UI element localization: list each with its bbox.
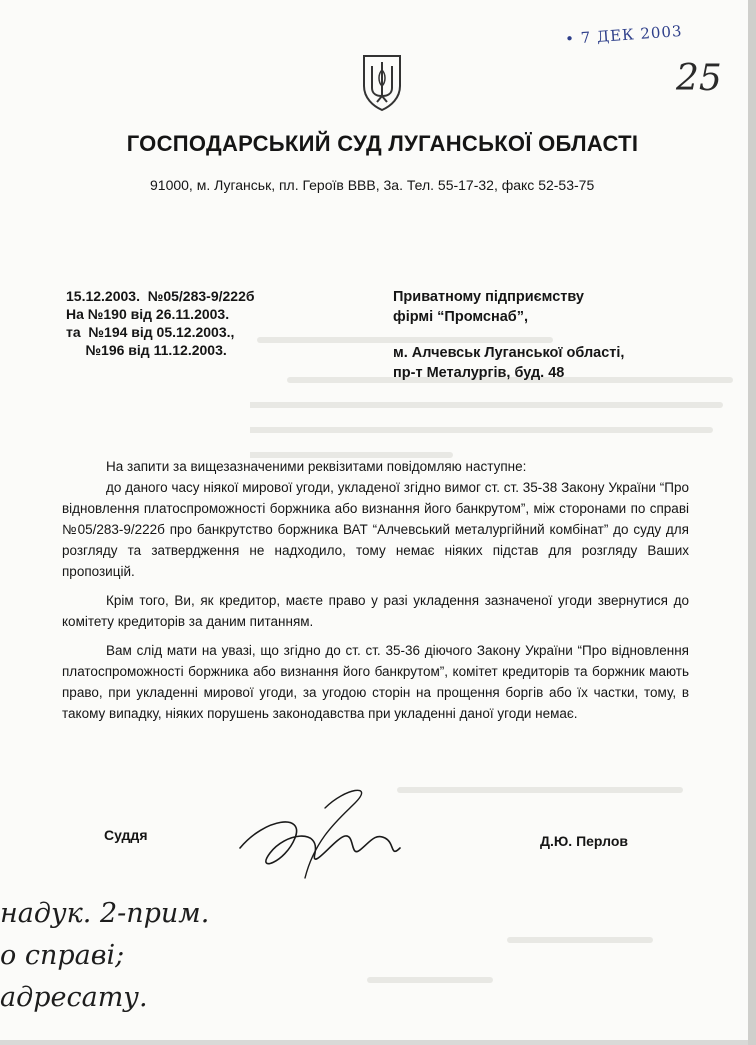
- reference-line: На №190 від 26.11.2003.: [66, 306, 230, 322]
- letter-body: [62, 456, 689, 732]
- reference-line: 15.12.2003. №05/283-9/222б: [66, 288, 255, 304]
- reference-line: №196 від 11.12.2003.: [66, 342, 227, 358]
- body-paragraph: до даного часу ніякої мирової угоди, укладеної згідно вимог ст. ст. 35-38 Закону України “Про відновлення платоспроможності боржника або визнання його банкрутом”, між сторонами по справі №05/283-9/222б про банкрутство боржника ВАТ “Алчевський металургійний комбінат” до суду для розгляду та затвердження не надходило, тому немає ніяких підстав для розгляду Ваших пропозицій.: [62, 480, 689, 579]
- spacer: [393, 327, 624, 343]
- body-paragraph: Вам слід мати на увазі, що згідно до ст. ст. 35-36 діючого Закону України “Про відновлення платоспроможності боржника або визнання його банкрутом”, комітет кредиторів та боржник мають право, при укладенні мирової угоди, за угодою сторін на прощення боргів або їх частки, тому, в такому випадку, ніяких порушень законодавства при укладенні даної угоди немає.: [62, 643, 689, 721]
- reference-line: та №194 від 05.12.2003.,: [66, 324, 235, 340]
- addressee-line: фірмі “Промснаб”,: [393, 309, 529, 325]
- addressee-line: м. Алчевськ Луганської області,: [393, 345, 625, 361]
- page-edge-shadow: [748, 0, 756, 1045]
- note-line: о справі;: [0, 940, 125, 971]
- court-address-line: 91000, м. Луганськ, пл. Героїв ВВВ, 3а. Тел. 55-17-32, факс 52-53-75: [150, 177, 595, 193]
- addressee-line: Приватному підприємству: [393, 289, 584, 305]
- addressee-block: [393, 287, 624, 383]
- signatory-title: Суддя: [104, 827, 148, 843]
- body-intro: На запити за вищезазначеними реквізитами повідомляю наступне:: [106, 459, 527, 474]
- handwritten-signature: [225, 778, 425, 898]
- trident-emblem-icon: [358, 52, 406, 112]
- handwritten-distribution-note: [0, 893, 209, 1019]
- note-line: адресату.: [0, 982, 148, 1013]
- court-name-heading: ГОСПОДАРСЬКИЙ СУД ЛУГАНСЬКОЇ ОБЛАСТІ: [126, 131, 639, 156]
- signatory-name: Д.Ю. Перлов: [540, 833, 628, 849]
- handwritten-page-number: 25: [676, 58, 722, 99]
- received-date-stamp: • 7 ДЕК 2003: [564, 21, 684, 49]
- addressee-line: пр-т Металургів, буд. 48: [393, 365, 565, 381]
- note-line: надук. 2-прим.: [0, 898, 210, 929]
- body-paragraph: Крім того, Ви, як кредитор, маєте право у разі укладення зазначеної угоди звернутися до комітету кредиторів за даним питанням.: [62, 593, 689, 629]
- reference-block: [66, 287, 255, 359]
